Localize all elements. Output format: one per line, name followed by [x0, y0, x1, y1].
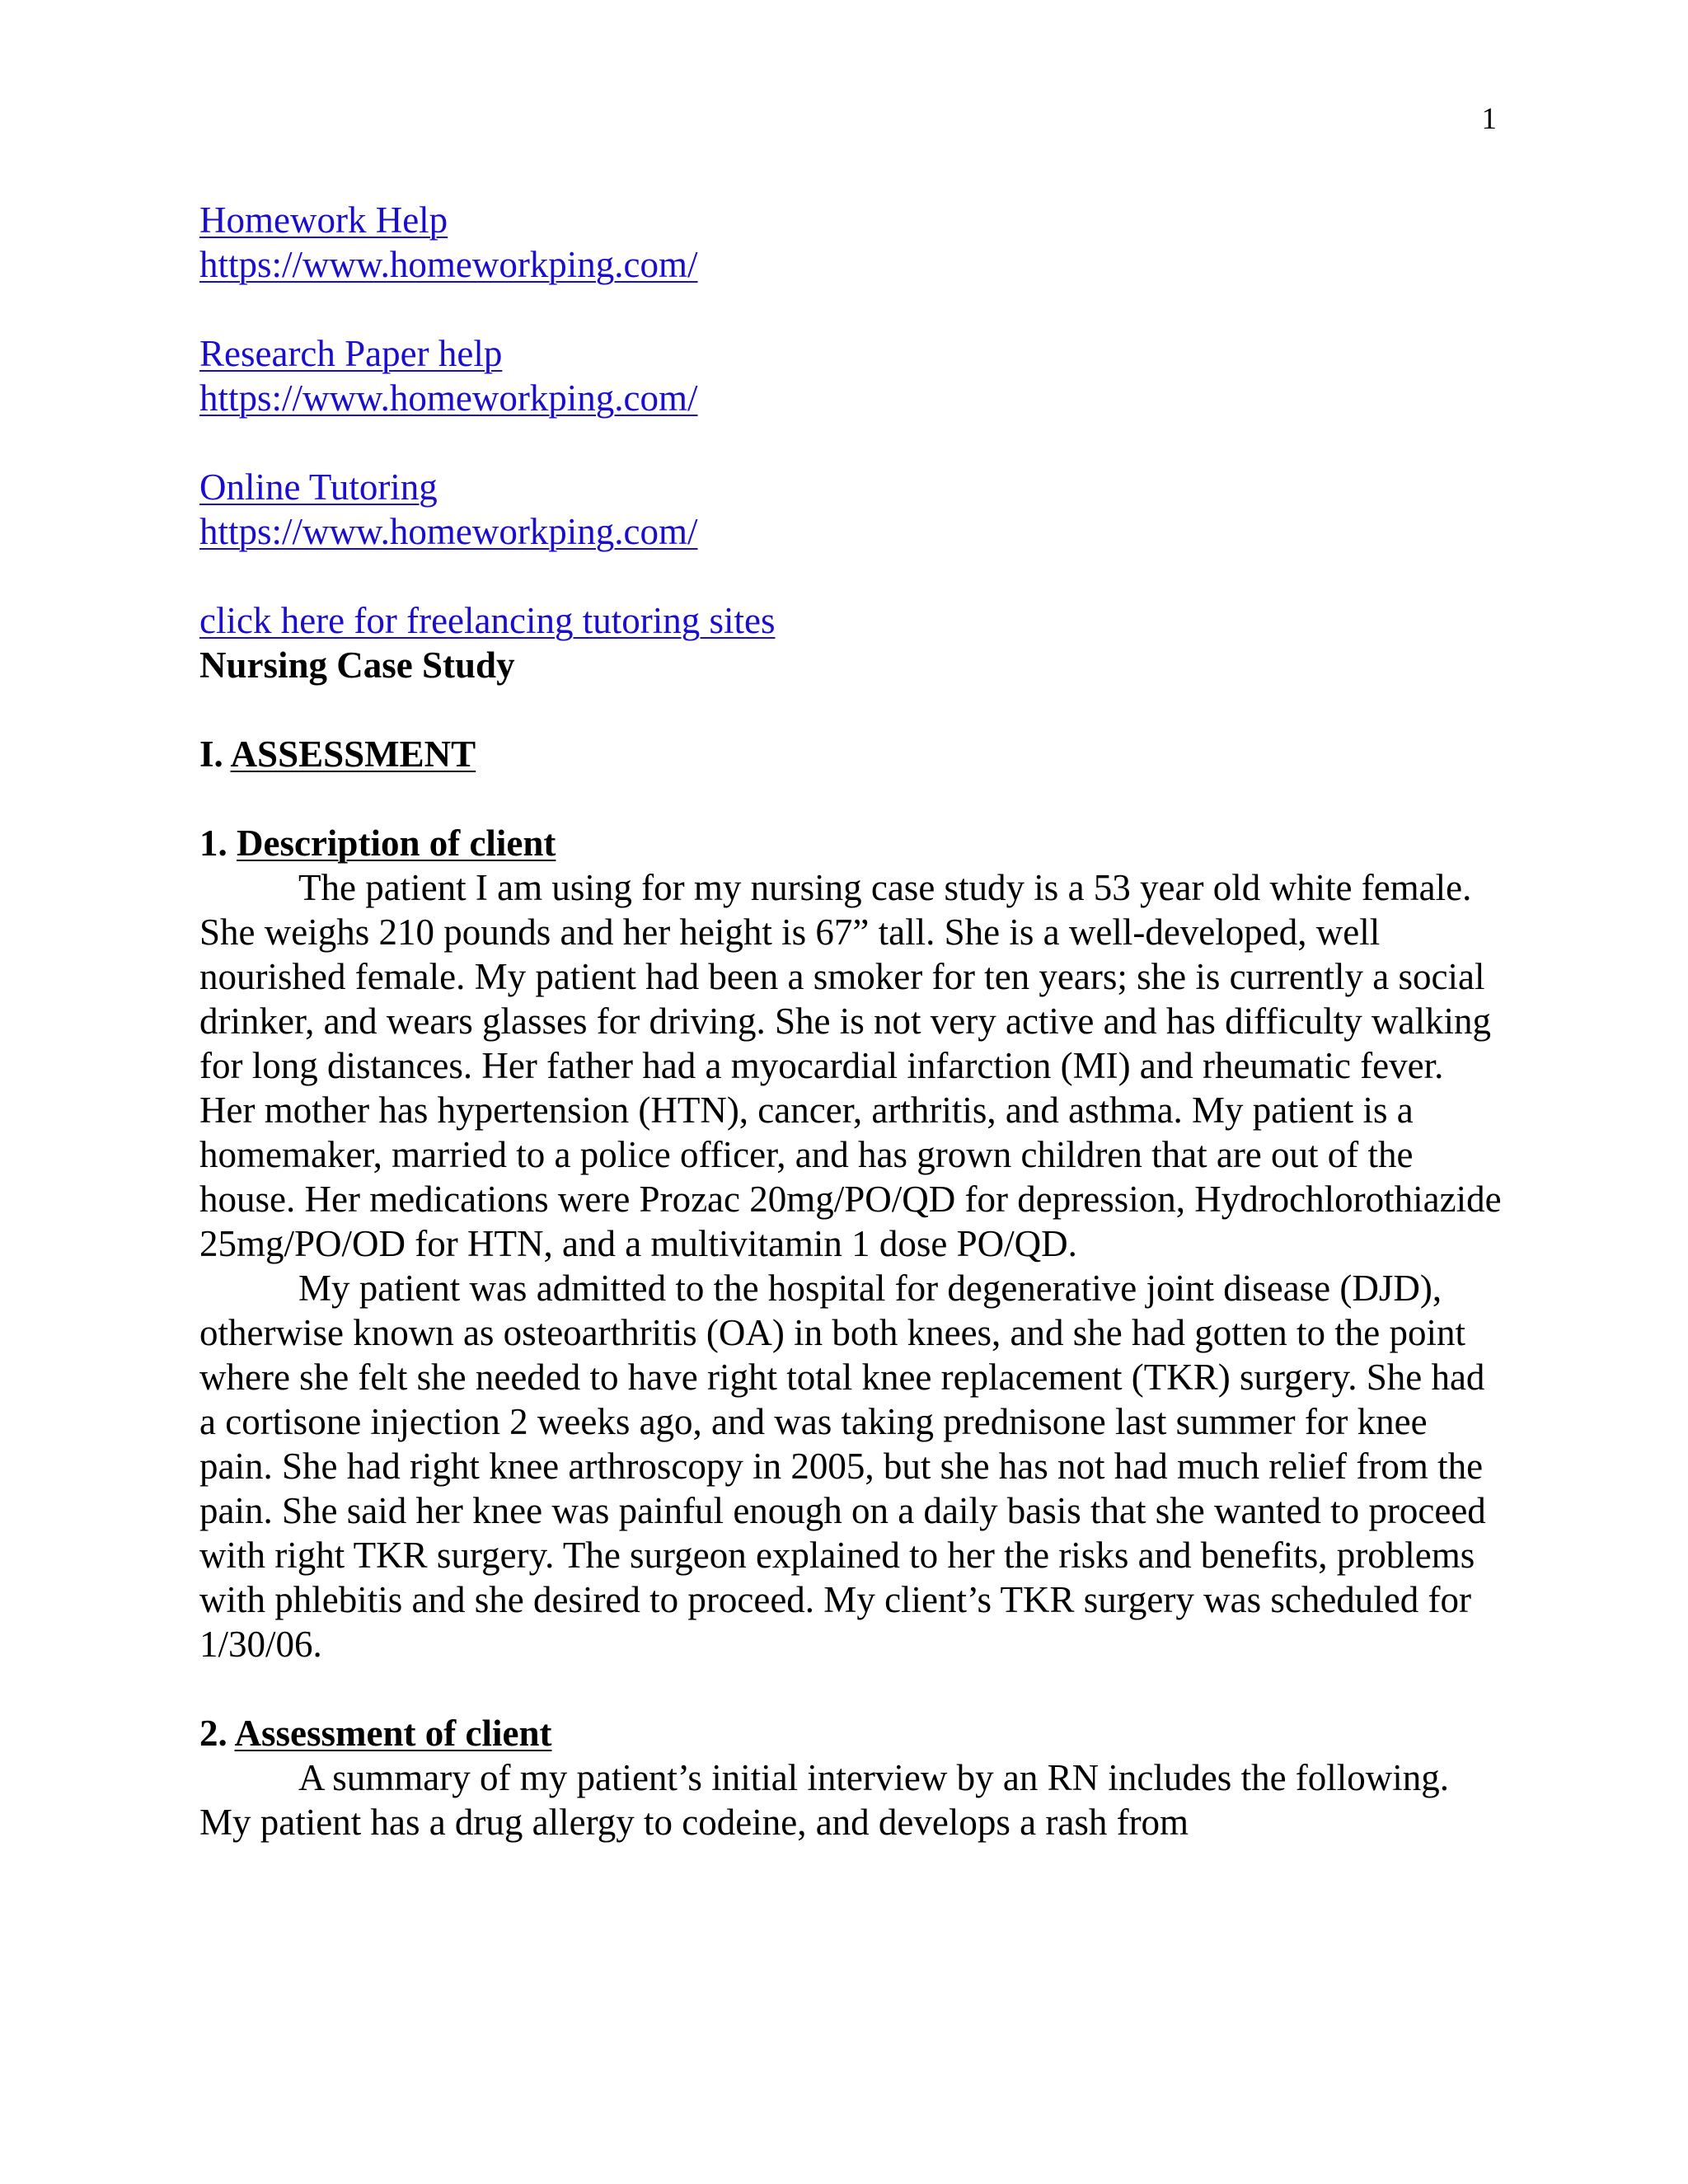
- research-paper-help-url-link[interactable]: https://www.homeworkping.com/: [199, 377, 698, 419]
- description-paragraph-1: The patient I am using for my nursing case study is a 53 year old white female. She weighs 210 pounds and her height is 67” tall. She is a well-developed, well nourished female. My patient had been a smoker for ten years; she is currently a social drinker, and wears glasses for driving. She is not very active and has difficulty walking for long distances. Her father had a myocardial infarction (MI) and rheumatic fever. Her mother has hypertension (HTN), cancer, arthritis, and asthma. My patient is a homemaker, married to a police officer, and has grown children that are out of the house. Her medications were Prozac 20mg/PO/QD for depression, Hydrochlorothiazide 25mg/PO/OD for HTN, and a multivitamin 1 dose PO/QD.: [199, 867, 1502, 1264]
- document-body: [199, 198, 1502, 1844]
- section-numeral: I.: [199, 733, 223, 775]
- online-tutoring-link[interactable]: Online Tutoring: [199, 466, 438, 508]
- subsection-title: Assessment of client: [234, 1713, 552, 1754]
- subsection-title: Description of client: [237, 823, 556, 864]
- freelancing-tutoring-sites-link[interactable]: click here for freelancing tutoring sites: [199, 600, 776, 641]
- spacer: [199, 776, 1502, 821]
- spacer: [199, 1666, 1502, 1711]
- research-paper-help-link[interactable]: Research Paper help: [199, 333, 503, 374]
- subsection-number: 1.: [199, 823, 227, 864]
- assessment-paragraph-1: A summary of my patient’s initial interview by an RN includes the following. My patient has a drug allergy to codeine, and develops a rash from: [199, 1757, 1450, 1843]
- link-group-online-tutoring: [199, 465, 1502, 554]
- section-heading-assessment: [199, 732, 1502, 776]
- section-title: ASSESSMENT: [230, 733, 476, 775]
- homework-help-link[interactable]: Homework Help: [199, 199, 448, 241]
- document-title: Nursing Case Study: [199, 644, 515, 686]
- page-number: 1: [1481, 102, 1497, 136]
- online-tutoring-url-link[interactable]: https://www.homeworkping.com/: [199, 511, 698, 552]
- homework-help-url-link[interactable]: https://www.homeworkping.com/: [199, 244, 698, 285]
- spacer: [199, 687, 1502, 732]
- link-group-homework-help: [199, 198, 1502, 287]
- subsection-heading-assessment-of-client: [199, 1711, 1502, 1755]
- description-paragraph-2: My patient was admitted to the hospital for degenerative joint disease (DJD), otherwise known as osteoarthritis (OA) in both knees, and she had gotten to the point where she felt she needed to have right total knee replacement (TKR) surgery. She had a cortisone injection 2 weeks ago, and was taking prednisone last summer for knee pain. She had right knee arthroscopy in 2005, but she has not had much relief from the pain. She said her knee was painful enough on a daily basis that she wanted to proceed with right TKR surgery. The surgeon explained to her the risks and benefits, problems with phlebitis and she desired to proceed. My client’s TKR surgery was scheduled for 1/30/06.: [199, 1268, 1486, 1665]
- link-group-research-paper-help: [199, 331, 1502, 420]
- subsection-number: 2.: [199, 1713, 227, 1754]
- subsection-heading-description: [199, 821, 1502, 865]
